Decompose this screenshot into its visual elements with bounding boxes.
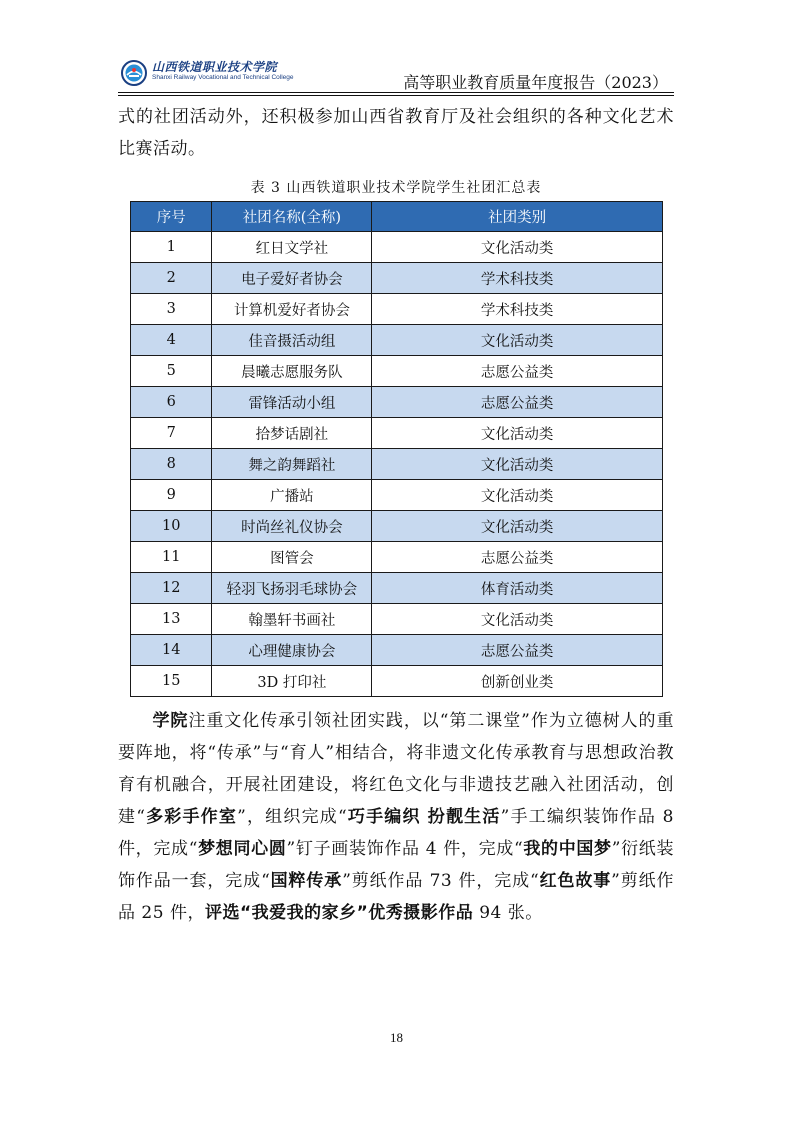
cell-category: 文化活动类 (372, 604, 663, 635)
cell-club-name: 舞之韵舞蹈社 (212, 449, 372, 480)
bold-phrase: 国粹传承 (270, 871, 343, 891)
cell-club-name: 红日文学社 (212, 232, 372, 263)
cell-category: 文化活动类 (372, 480, 663, 511)
cell-index: 10 (131, 511, 212, 542)
bold-phrase: 梦想同心圆 (197, 839, 287, 859)
cell-club-name: 晨曦志愿服务队 (212, 356, 372, 387)
school-logo-icon (121, 60, 147, 86)
header-divider-thin (118, 95, 674, 96)
cell-club-name: 翰墨轩书画社 (212, 604, 372, 635)
report-title: 高等职业教育质量年度报告（2023） (403, 73, 668, 92)
table-row (131, 666, 663, 697)
cell-category: 文化活动类 (372, 418, 663, 449)
table-row (131, 604, 663, 635)
intro-paragraph: 式的社团活动外，还积极参加山西省教育厅及社会组织的各种文化艺术比赛活动。 (118, 107, 674, 159)
bold-phrase: 巧手编织 扮靓生活 (347, 807, 501, 827)
clubs-table (130, 201, 663, 697)
cell-category: 志愿公益类 (372, 356, 663, 387)
cell-index: 14 (131, 635, 212, 666)
cell-index: 3 (131, 294, 212, 325)
text-run: ”衍纸装饰作品一套，完成“ (118, 839, 674, 891)
table-row (131, 387, 663, 418)
cell-index: 15 (131, 666, 212, 697)
table-row (131, 635, 663, 666)
text-run: ”剪纸作品 25 件， (118, 871, 674, 923)
text-run: ”剪纸作品 73 件，完成“ (342, 871, 540, 891)
table-row (131, 511, 663, 542)
cell-index: 9 (131, 480, 212, 511)
page-number: 18 (390, 1030, 403, 1045)
text-run: ”，组织完成“ (237, 807, 348, 827)
table-caption: 表 3 山西铁道职业技术学院学生社团汇总表 (250, 180, 542, 196)
table-header-row (131, 202, 663, 232)
cell-club-name: 心理健康协会 (212, 635, 372, 666)
cell-index: 7 (131, 418, 212, 449)
table-row (131, 542, 663, 573)
text-run: ”钉子画装饰作品 4 件，完成“ (286, 839, 524, 859)
table-row (131, 356, 663, 387)
cell-club-name: 轻羽飞扬羽毛球协会 (212, 573, 372, 604)
table-row (131, 294, 663, 325)
text-run: 注重文化传承引领社团实践，以“第二课堂”作为立德树人的重要阵地，将“传承”与“育人”相结合，将非遗文化传承教育与思想政治教育有机融合，开展社团建设，将红色文化与非遗技艺融入社团活动，创建“ (118, 711, 675, 827)
table-row (131, 449, 663, 480)
cell-club-name: 雷锋活动小组 (212, 387, 372, 418)
cell-index: 1 (131, 232, 212, 263)
cell-club-name: 计算机爱好者协会 (212, 294, 372, 325)
cell-club-name: 图管会 (212, 542, 372, 573)
cell-index: 4 (131, 325, 212, 356)
cell-index: 13 (131, 604, 212, 635)
bold-phrase: 多彩手作室 (145, 807, 238, 827)
table-row (131, 232, 663, 263)
cell-category: 学术科技类 (372, 263, 663, 294)
cell-category: 文化活动类 (372, 232, 663, 263)
table-row (131, 480, 663, 511)
cell-category: 志愿公益类 (372, 387, 663, 418)
cell-index: 11 (131, 542, 212, 573)
cell-club-name: 电子爱好者协会 (212, 263, 372, 294)
bold-phrase: 我的中国梦 (523, 839, 612, 859)
cell-index: 2 (131, 263, 212, 294)
column-header-club-name: 社团名称(全称) (212, 202, 372, 232)
column-header-index: 序号 (131, 202, 212, 232)
cell-category: 文化活动类 (372, 325, 663, 356)
cell-category: 志愿公益类 (372, 542, 663, 573)
page-header (118, 56, 674, 92)
cell-index: 6 (131, 387, 212, 418)
header-divider (118, 92, 674, 93)
cell-category: 学术科技类 (372, 294, 663, 325)
school-name: 山西铁道职业技术学院 (152, 60, 278, 74)
body-paragraph (118, 705, 674, 929)
text-run: 94 张。 (473, 903, 543, 923)
column-header-category: 社团类别 (372, 202, 663, 232)
bold-phrase: 评选“我爱我的家乡”优秀摄影作品 (204, 903, 474, 923)
table-row (131, 325, 663, 356)
table-row (131, 418, 663, 449)
school-name-en: Shanxi Railway Vocational and Technical College (152, 74, 294, 81)
cell-index: 12 (131, 573, 212, 604)
cell-category: 文化活动类 (372, 511, 663, 542)
bold-phrase: 学院 (152, 711, 189, 731)
cell-club-name: 拾梦话剧社 (212, 418, 372, 449)
bold-phrase: 红色故事 (539, 871, 612, 891)
table-body (131, 232, 663, 697)
cell-category: 创新创业类 (372, 666, 663, 697)
cell-index: 8 (131, 449, 212, 480)
cell-club-name: 广播站 (212, 480, 372, 511)
cell-category: 志愿公益类 (372, 635, 663, 666)
cell-club-name: 佳音摄活动组 (212, 325, 372, 356)
cell-club-name: 3D 打印社 (212, 666, 372, 697)
table-row (131, 263, 663, 294)
table-row (131, 573, 663, 604)
cell-index: 5 (131, 356, 212, 387)
cell-category: 体育活动类 (372, 573, 663, 604)
cell-club-name: 时尚丝礼仪协会 (212, 511, 372, 542)
text-run: ”手工编织装饰作品 8 件，完成“ (118, 807, 674, 859)
cell-category: 文化活动类 (372, 449, 663, 480)
